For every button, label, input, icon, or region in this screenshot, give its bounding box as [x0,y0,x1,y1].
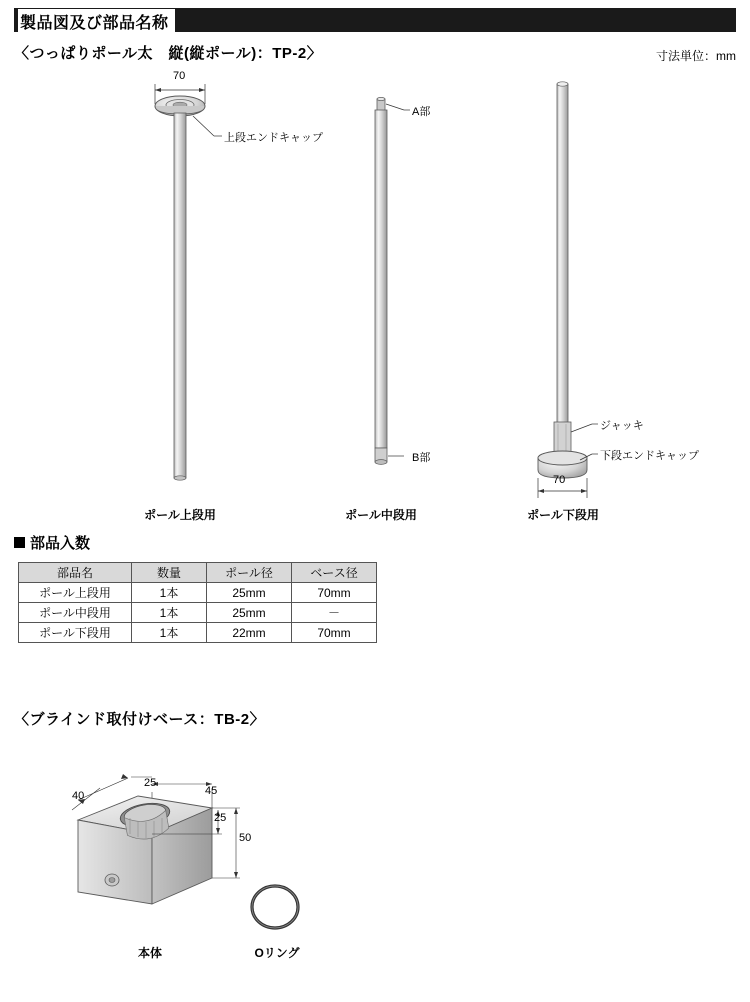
cell-pole-diameter: 22mm [207,623,292,643]
label-part-a: A部 [412,106,431,118]
cell-pole-diameter: 25mm [207,583,292,603]
section1-title: 〈つっぱりポール太 縦(縦ポール)：TP-2〉 [14,45,323,62]
cell-part-name: ポール上段用 [19,583,132,603]
cell-part-name: ポール中段用 [19,603,132,623]
caption-upper-pole: ポール上段用 [144,508,216,522]
dim-25-side: 25 [214,812,227,824]
dim-25-top: 25 [144,777,157,789]
page-title: 製品図及び部品名称 [18,9,175,34]
th-pole-diameter: ポール径 [207,563,292,583]
label-jack: ジャッキ [600,420,644,432]
parts-count-table [18,562,377,643]
table-row [19,583,377,603]
section2-title [14,532,90,553]
cell-pole-diameter: 25mm [207,603,292,623]
base-drawing-area [0,752,750,982]
dim-top-70: 70 [173,70,186,82]
th-quantity: 数量 [132,563,207,583]
label-upper-end-cap: 上段エンドキャップ [224,132,323,144]
label-lower-end-cap: 下段エンドキャップ [600,450,699,462]
cell-base-diameter: 70mm [292,583,377,603]
square-bullet-icon [14,537,25,548]
cell-base-diameter: 70mm [292,623,377,643]
th-part-name: 部品名 [19,563,132,583]
th-base-diameter: ベース径 [292,563,377,583]
section2-title-text: 部品入数 [30,535,91,552]
pole-drawing-area [0,66,750,526]
label-part-b: B部 [412,452,431,464]
unit-note: 寸法単位：mm [656,49,736,63]
cell-quantity: 1本 [132,583,207,603]
table-header-row [19,563,377,583]
section3-title: 〈ブラインド取付けベース：TB-2〉 [14,711,266,728]
cell-quantity: 1本 [132,623,207,643]
table-row [19,623,377,643]
caption-middle-pole: ポール中段用 [345,508,417,522]
caption-lower-pole: ポール下段用 [527,508,599,522]
dim-bottom-70: 70 [553,474,566,486]
dim-45: 45 [205,785,218,797]
cell-base-diameter: － [292,603,377,623]
cell-quantity: 1本 [132,603,207,623]
dim-40: 40 [72,790,85,802]
cell-part-name: ポール下段用 [19,623,132,643]
dim-50: 50 [239,832,252,844]
caption-base-body: 本体 [137,946,162,960]
caption-oring: Oリング [254,946,300,960]
table-row [19,603,377,623]
